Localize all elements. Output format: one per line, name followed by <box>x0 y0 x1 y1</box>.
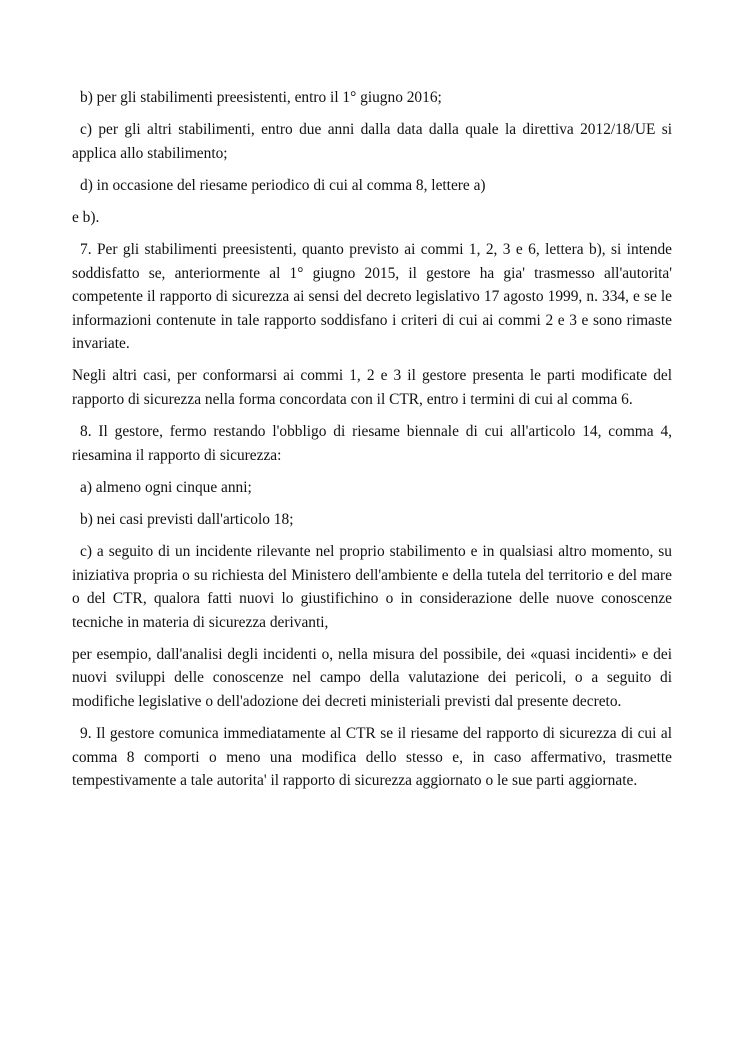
paragraph-comma-9: 9. Il gestore comunica immediatamente al CTR se il riesame del rapporto di sicurezza di cui al comma 8 comporti o meno una modifica dello stesso e, in caso affermativo, trasmette tempestivamente a tale autorita' il rapporto di sicurezza aggiornato o le sue parti aggiornate. <box>72 725 672 790</box>
document-page <box>72 86 672 801</box>
paragraph-comma-8b: b) nei casi previsti dall'articolo 18; <box>80 510 294 528</box>
paragraph-1c: c) per gli altri stabilimenti, entro due anni dalla data dalla quale la direttiva 2012/18/UE si applica allo stabilimento; <box>72 121 672 162</box>
paragraph-comma-8: 8. Il gestore, fermo restando l'obbligo di riesame biennale di cui all'articolo 14, comma 4, riesamina il rapporto di sicurezza: <box>72 423 672 464</box>
paragraph-1d: d) in occasione del riesame periodico di cui al comma 8, lettere a) <box>80 176 486 194</box>
paragraph-comma-8a: a) almeno ogni cinque anni; <box>80 478 252 496</box>
paragraph-comma-7: 7. Per gli stabilimenti preesistenti, quanto previsto ai commi 1, 2, 3 e 6, lettera b), si intende soddisfatto se, anteriormente al 1° giugno 2015, il gestore ha gia' trasmesso all'autorita' competente il rapporto di sicurezza ai sensi del decreto legislativo 17 agosto 1999, n. 334, e se le informazioni contenute in tale rapporto soddisfano i criteri di cui ai commi 2 e 3 e sono rimaste invariate. <box>72 240 672 353</box>
paragraph-comma-7-other-cases: Negli altri casi, per conformarsi ai commi 1, 2 e 3 il gestore presenta le parti modificate del rapporto di sicurezza nella forma concordata con il CTR, entro i termini di cui al comma 6. <box>72 367 672 409</box>
paragraph-1d-continuation: e b). <box>72 208 100 226</box>
paragraph-comma-8c-continuation: per esempio, dall'analisi degli incidenti o, nella misura del possibile, dei «quasi incidenti» e dei nuovi sviluppi delle conoscenze nel campo della valutazione dei pericoli, o a seguito di modifiche legislative o dell'adozione dei decreti ministeriali previsti dal presente decreto. <box>72 645 672 711</box>
paragraph-comma-8c: c) a seguito di un incidente rilevante nel proprio stabilimento e in qualsiasi altro momento, su iniziativa propria o su richiesta del Ministero dell'ambiente e della tutela del territorio e del mare o del CTR, qualora fatti nuovi lo giustifichino o in considerazione delle nuove conoscenze tecniche in materia di sicurezza derivanti, <box>72 543 672 631</box>
paragraph-1b: b) per gli stabilimenti preesistenti, entro il 1° giugno 2016; <box>80 89 442 106</box>
